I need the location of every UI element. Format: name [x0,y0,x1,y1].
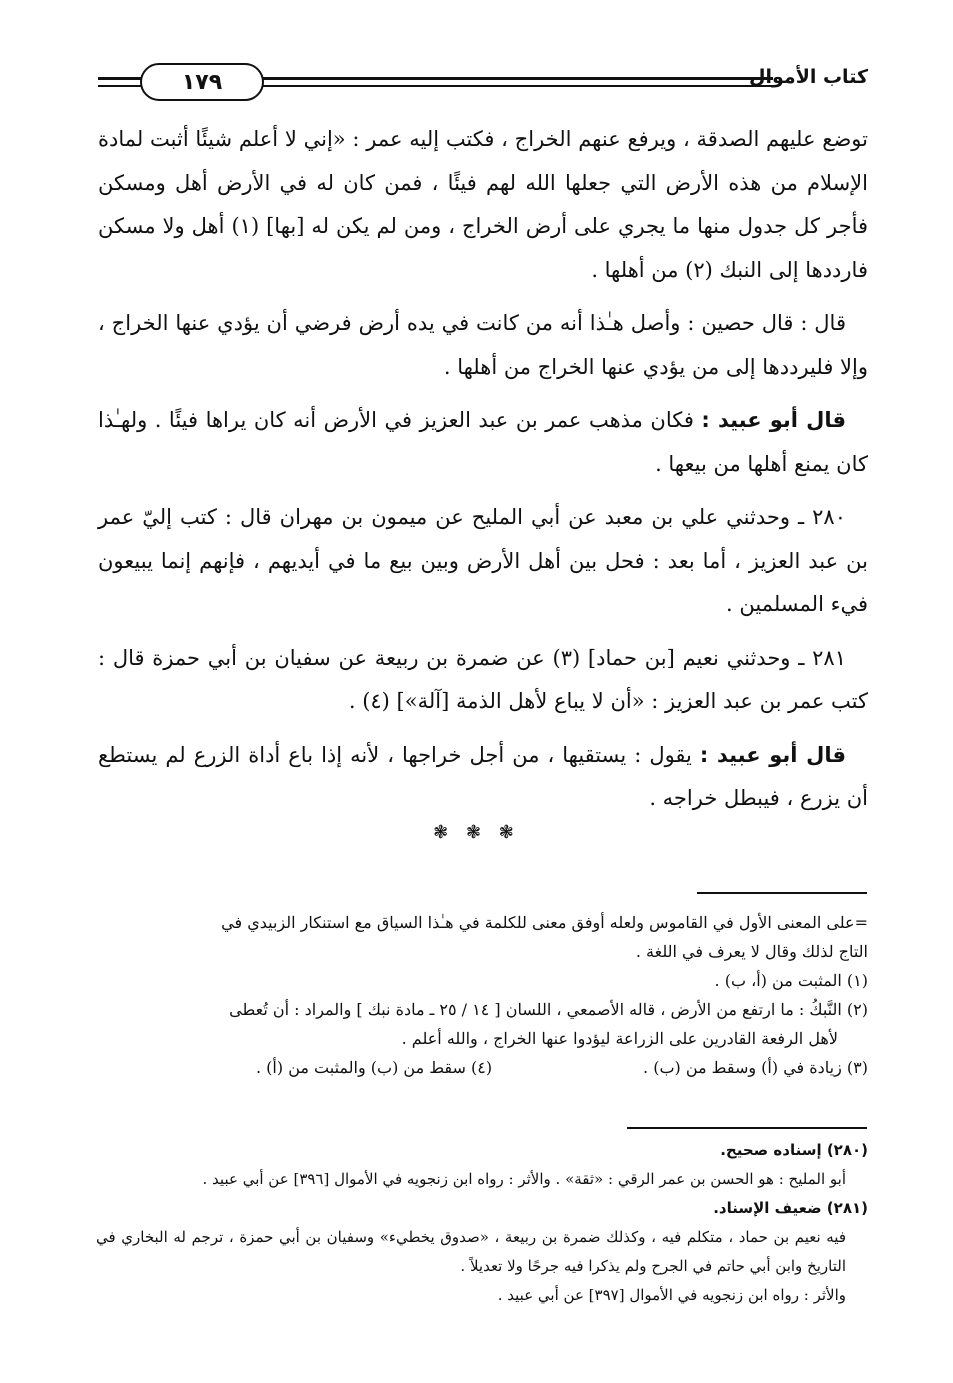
paragraph-3-text: فكان مذهب عمر بن عبد العزيز في الأرض أنه كان يراها فيئًا . ولهـٰذا كان يمنع أهلها من بيعها . [98,408,868,476]
paragraph-281: ٢٨١ ـ وحدثني نعيم [بن حماد] (٣) عن ضمرة بن ربيعة عن سفيان بن أبي حمزة قال : كتب عمر بن عبد العزيز : «أن لا يباع لأهل الذمة [آلة»] (٤) . [98,645,868,713]
page-number: ١٧٩ [140,63,264,101]
paragraph-280: ٢٨٠ ـ وحدثني علي بن معبد عن أبي المليح عن ميمون بن مهران قال : كتب إليّ عمر بن عبد العزيز ، أما بعد : فحل بين أهل الأرض وبين بيع ما في أيديهم ، فإنهم إنما يبيعون فيء المسلمين . [98,505,868,616]
book-title: كتاب الأموال [749,66,868,88]
page-header [98,50,868,98]
footnote-2-line-1: (٢) النَّبكُ : ما ارتفع من الأرض ، قاله الأصمعي ، اللسان [ ١٤ / ٢٥ ـ مادة نبك ] والمراد : أن تُعطى [229,1000,868,1019]
footnote-continued-line-2: التاج لذلك وقال لا يعرف في اللغة . [635,942,868,961]
paragraph-6-lead: قال أبو عبيد : [699,742,846,767]
footnote-row-3-4 [96,1053,868,1082]
takhrij-notes [96,1136,868,1310]
section-separator: ❃ ❃ ❃ [433,822,520,843]
takhrij-281-source: والأثر : رواه ابن زنجويه في الأموال [٣٩٧] عن أبي عبيد . [497,1286,846,1304]
paragraph-2: قال : قال حصين : وأصل هـٰذا أنه من كانت في يده أرض فرضي أن يؤدي عنها الخراج ، وإلا فليرددها إلى من يؤدي عنها الخراج من أهلها . [98,311,868,379]
takhrij-280-heading: (٢٨٠) إسناده صحيح. [720,1141,868,1159]
paragraph-6 [98,734,868,821]
footnote-4: (٤) سقط من (ب) والمثبت من (أ) . [256,1058,493,1077]
takhrij-281-text: فيه نعيم بن حماد ، متكلم فيه ، وكذلك ضمرة بن ربيعة ، «صدوق يخطيء» وسفيان بن أبي حمزة ، ترجم له البخاري في التاريخ وابن أبي حاتم في الجرح ولم يذكرا فيه جرحًا ولا تعديلاً . [96,1228,846,1275]
takhrij-280-text: أبو المليح : هو الحسن بن عمر الرقي : «ثقة» . والأثر : رواه ابن زنجويه في الأموال [٣٩٦] عن أبي عبيد . [202,1170,846,1188]
paragraph-6-text: يقول : يستقيها ، من أجل خراجها ، لأنه إذا باع أداة الزرع لم يستطع أن يزرع ، فيبطل خراجه . [98,742,868,810]
footnote-1: (١) المثبت من (أ، ب) . [714,971,868,990]
footnotes [96,908,868,1082]
footnote-2-line-2: لأهل الرفعة القادرين على الزراعة ليؤدوا عنها الخراج ، والله أعلم . [401,1029,838,1048]
footnote-rule [697,892,867,894]
footnote-continued-line-1: =على المعنى الأول في القاموس ولعله أوفق معنى للكلمة في هـٰذا السياق مع استنكار الزبيدي في [221,913,868,932]
takhrij-rule [627,1127,867,1129]
paragraph-3-lead: قال أبو عبيد : [701,408,846,432]
takhrij-281-heading: (٢٨١) ضعيف الإسناد. [713,1199,868,1217]
main-text [98,118,868,831]
footnote-3: (٣) زيادة في (أ) وسقط من (ب) . [643,1058,868,1077]
paragraph-3 [98,399,868,486]
paragraph-1: توضع عليهم الصدقة ، ويرفع عنهم الخراج ، فكتب إليه عمر : «إني لا أعلم شيئًا أثبت لمادة الإسلام من هذه الأرض التي جعلها الله لهم فيئًا ، فمن كان له في الأرض أهل ومسكن فأجر كل جدول منها ما يجري على أرض الخراج ، ومن لم يكن له [بها] (١) أهل ولا مسكن فارددها إلى النبك (٢) من أهلها . [98,127,869,282]
